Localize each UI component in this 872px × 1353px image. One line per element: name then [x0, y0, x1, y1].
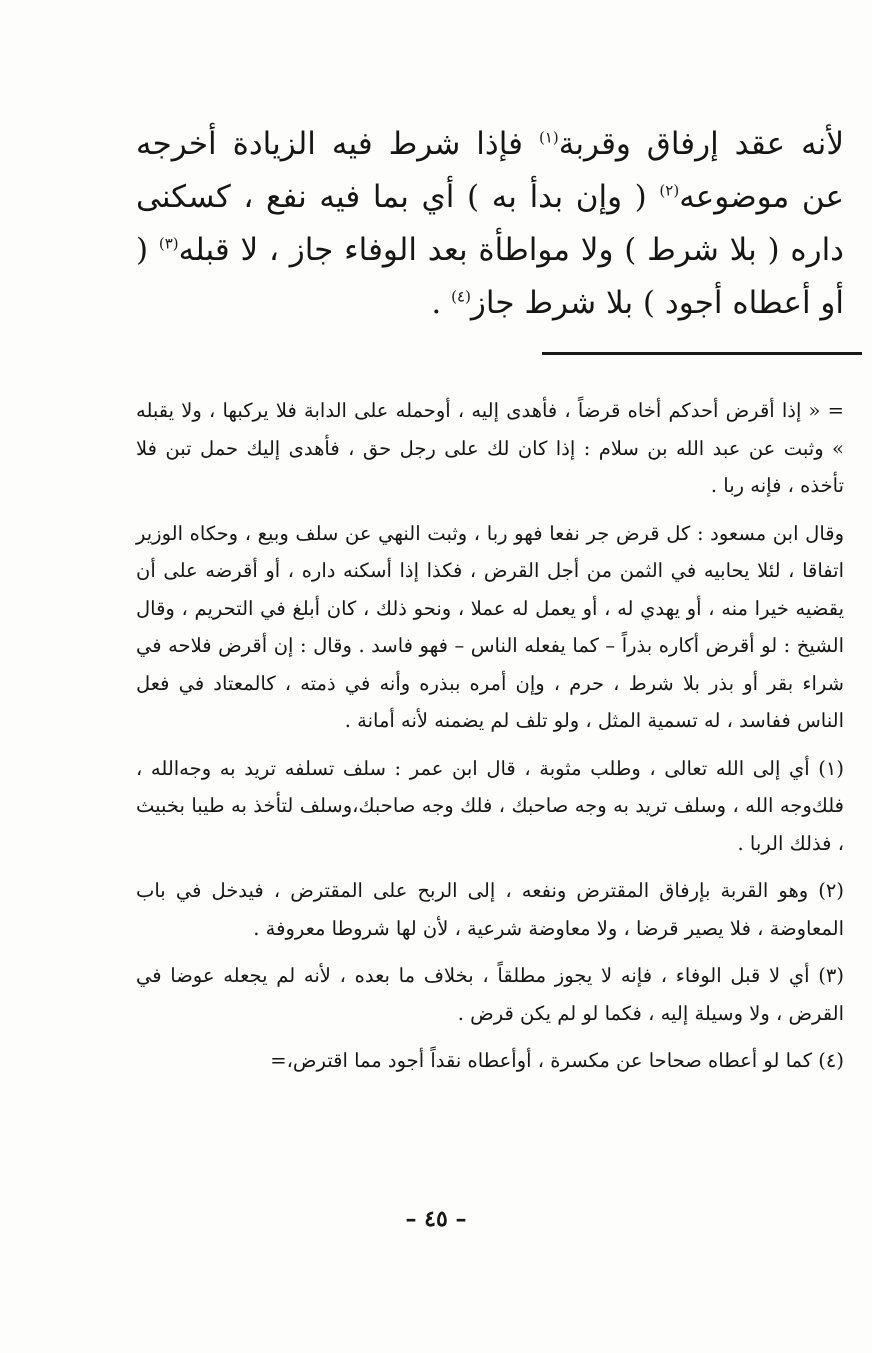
footnote-marker: (٢)	[659, 181, 680, 200]
footnote-4: (٤) كما لو أعطاه صحاحا عن مكسرة ، أوأعطاه نقداً أجود مما اقترض،=	[270, 1049, 844, 1072]
note-continuation: = « إذا أقرض أحدكم أخاه قرضاً ، فأهدى إليه ، أوحمله على الدابة فلا يركبها ، ولا يقبله » وثبت عن عبد الله بن سلام : إذا كان لك على رجل حق ، فأهدى إليك حمل تبن فلا تأخذه ، فإنه ربا .	[136, 399, 844, 497]
page-number: – ٤٥ –	[405, 1206, 467, 1232]
footnote-marker: (٣)	[158, 234, 179, 253]
footnote-divider	[542, 352, 862, 355]
main-text-segment: ( أو أعطاه أجود ) بلا شرط جاز	[136, 232, 844, 321]
footnote-marker: (١)	[538, 128, 559, 147]
main-text-segment: .	[431, 285, 452, 321]
footnote-1: (١) أي إلى الله تعالى ، وطلب مثوبة ، قال ابن عمر : سلف تسلفه تريد به وجه‌الله ، فلك‌وجه الله ، وسلف تريد به وجه صاحبك ، فلك وجه صاحبك،وسلف لتأخذ به طيبا بخبيث ، فذلك الربا .	[136, 756, 844, 855]
footnote-marker: (٤)	[451, 287, 471, 306]
main-text	[136, 118, 844, 330]
main-text-segment: لأنه عقد إرفاق وقربة	[558, 126, 844, 162]
main-text-segment: فإذا شرط فيه الزيادة أخرجه عن موضوعه	[136, 126, 844, 215]
note-continuation: وقال ابن مسعود : كل قرض جر نفعا فهو ربا ، وثبت النهي عن سلف وبيع ، وحكاه الوزير اتفاقا ، لئلا يحابيه في الثمن من أجل القرض ، فكذا إذا أسكنه داره ، أو أقرضه على أن يقضيه خيرا منه ، أو يهدي له ، أو يعمل له عملا ، ونحو ذلك ، كان أبلغ في التحريم ، وقال الشيخ : لو أقرض أكاره بذراً – كما يفعله الناس – فهو فاسد . وقال : إن أقرض فلاحه في شراء بقر أو بذر بلا شرط ، حرم ، وإن أمره ببذره وأنه في ذمته ، كالمعتاد في فعل الناس ففاسد ، له تسمية المثل ، ولو تلف لم يضمنه لأنه أمانة .	[136, 521, 844, 732]
main-text-segment: ( وإن بدأ به ) أي بما فيه نفع ، كسكنى داره ( بلا شرط ) ولا مواطأة بعد الوفاء جاز ، لا قبله	[136, 179, 844, 268]
footnote-3: (٣) أي لا قبل الوفاء ، فإنه لا يجوز مطلقاً ، بخلاف ما بعده ، لأنه لم يجعله عوضا في القرض ، ولا وسيلة إليه ، فكما لو لم يكن قرض .	[136, 964, 844, 1025]
footnote-2: (٢) وهو القربة بإرفاق المقترض ونفعه ، إلى الربح على المقترض ، فيدخل في باب المعاوضة ، فلا يصير قرضا ، ولا معاوضة شرعية ، لأن لها شروطا معروفة .	[136, 879, 844, 940]
footnotes	[136, 392, 844, 1080]
